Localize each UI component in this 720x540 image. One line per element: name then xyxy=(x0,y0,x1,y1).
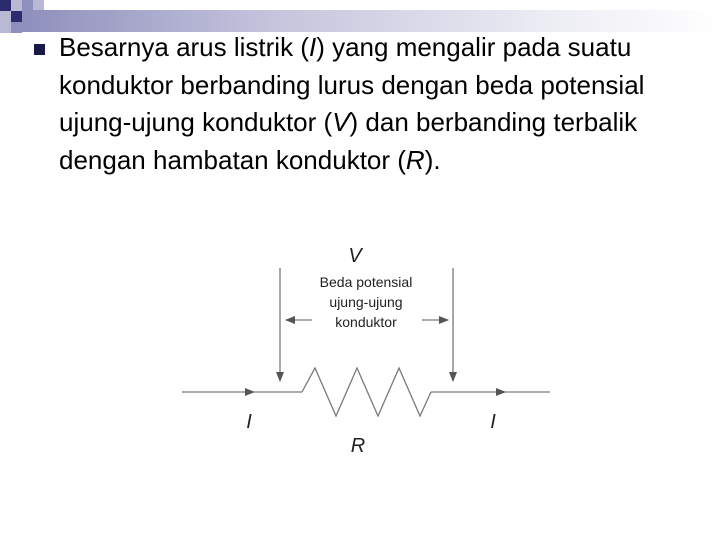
text-segment: ). xyxy=(424,144,441,175)
voltage-caption-line1: Beda potensial xyxy=(319,274,413,290)
current-label-left: I xyxy=(246,411,252,433)
resistance-label: R xyxy=(350,435,366,457)
symbol-voltage: V xyxy=(332,107,350,137)
resistor-symbol xyxy=(302,368,431,416)
symbol-resistance: R xyxy=(405,144,425,175)
text-segment: Besarnya arus listrik ( xyxy=(59,32,309,62)
current-label-right: I xyxy=(490,411,496,433)
symbol-current: I xyxy=(308,32,317,62)
voltage-caption-line3: konduktor xyxy=(335,314,397,330)
text-segment: ) dan berbanding terbalik dengan hambatan konduktor ( xyxy=(59,107,638,175)
text-segment: ) yang mengalir pada suatu konduktor berbanding lurus dengan beda potensial ujung-ujung konduktor ( xyxy=(59,32,645,137)
voltage-label: V xyxy=(348,245,362,267)
voltage-caption-line2: ujung-ujung xyxy=(329,294,403,310)
